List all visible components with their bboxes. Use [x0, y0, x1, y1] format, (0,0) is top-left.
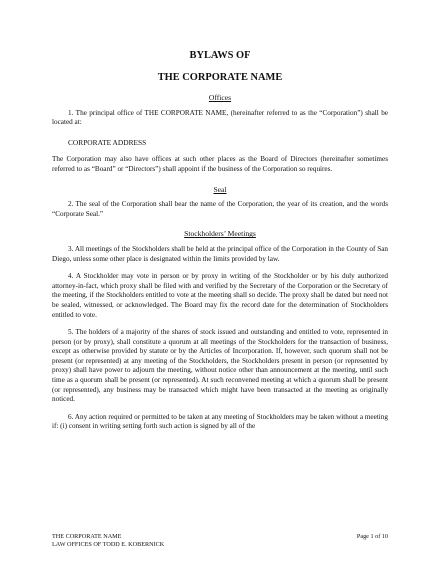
- stockholders-meetings-heading: Stockholders’ Meetings: [184, 229, 256, 239]
- footer-law-office: LAW OFFICES OF TODD E. KOBERNICK: [52, 540, 165, 548]
- corporate-name-title: THE CORPORATE NAME: [157, 72, 283, 83]
- offices-heading: Offices: [208, 93, 232, 102]
- corporate-address: CORPORATE ADDRESS: [68, 137, 147, 147]
- seal-heading: Seal: [213, 184, 227, 194]
- document-title: BYLAWS OF: [189, 50, 251, 61]
- document-body: [52, 50, 388, 432]
- offices-paragraph-1: 1. The principal office of THE CORPORATE NAME, (hereinafter referred to as the “Corporation”) shall be located at:: [52, 108, 388, 127]
- page-footer: [52, 533, 388, 549]
- stockholders-paragraph-6: 6. Any action required or permitted to be taken at any meeting of Stockholders may be taken without a meeting if: (i) consent in writing setting forth such action is signed by all of the: [52, 412, 388, 431]
- page-number: Page 1 of 10: [356, 533, 388, 540]
- stockholders-paragraph-5: 5. The holders of a majority of the shares of stock issued and outstanding and entitled to vote, represented in person (or by proxy), shall constitute a quorum at all meetings of the Stockholders for the transaction of business, except as otherwise provided by statute or by the Articles of Incorporation. If, however, such quorum shall not be present (or represented) at any meeting of the Stockholders, the Stockholders present in person (or represented by proxy) shall have power to adjourn the meeting, without notice other than announcement at the meeting, until such time as a quorum shall be present (or represented). At such reconvened meeting at which a quorum shall be present (or represented), any business may be transacted which might have been transacted at the meeting as originally noticed.: [52, 328, 388, 404]
- stockholders-paragraph-4: 4. A Stockholder may vote in person or by proxy in writing of the Stockholder or by his duly authorized attorney-in-fact, which proxy shall be filed with and verified by the Secretary of the Corporation or the Secretary of the meeting, if the Stockholders entitled to vote at the meeting shall so decide. The proxy shall be dated but need not be sealed, witnessed, or acknowledged. The Board may fix the record date for the determination of Stockholders entitled to vote.: [52, 272, 388, 319]
- stockholders-paragraph-3: 3. All meetings of the Stockholders shall be held at the principal office of the Corporation in the County of San Diego, unless some other place is designated within the limits provided by law.: [52, 244, 388, 263]
- seal-paragraph: 2. The seal of the Corporation shall bear the name of the Corporation, the year of its creation, and the words “Corporate Seal.”: [52, 200, 388, 218]
- footer-corporate-name: THE CORPORATE NAME: [52, 533, 122, 540]
- offices-paragraph-2: The Corporation may also have offices at such other places as the Board of Directors (hereinafter sometimes referred to as “Board” or “Directors”) shall appoint if the business of the Corporation so requires.: [52, 155, 388, 173]
- footer-left: [52, 533, 164, 549]
